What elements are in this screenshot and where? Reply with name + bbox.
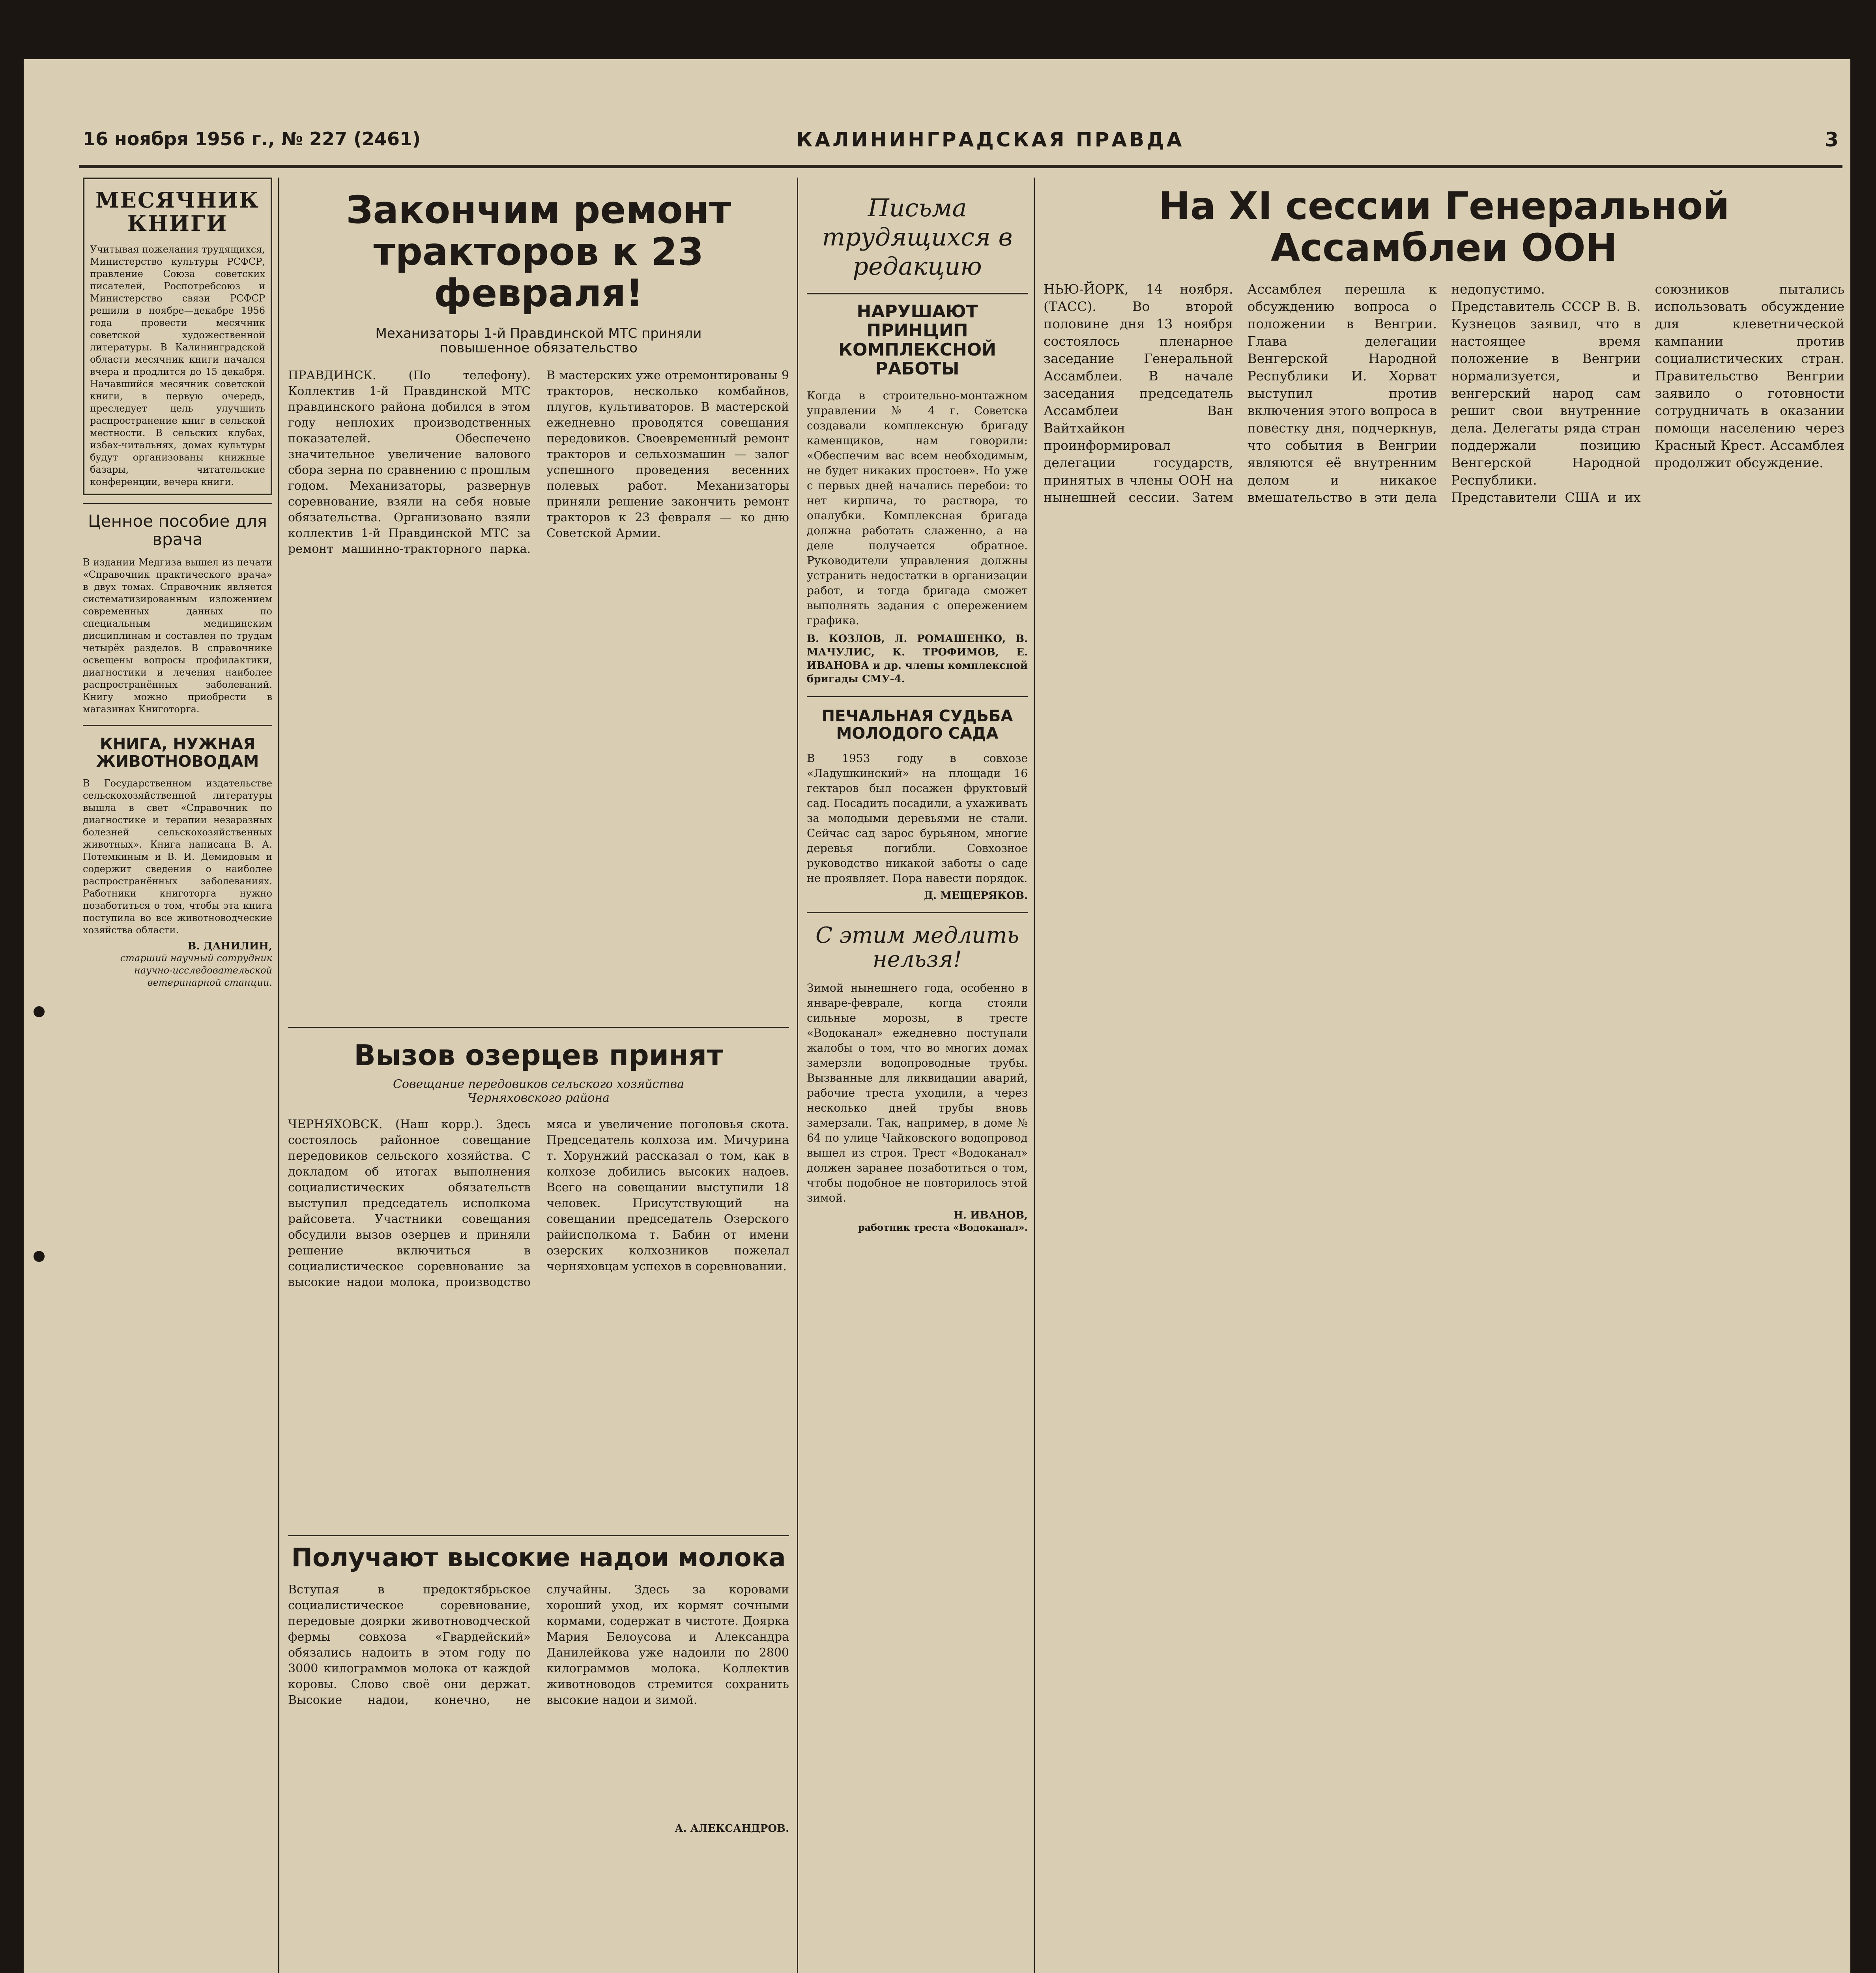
divider [288, 1535, 789, 1536]
binding-hole [34, 1251, 45, 1262]
medlit-signature: Н. ИВАНОВ, [953, 1209, 1028, 1221]
right-column [1044, 178, 1844, 1973]
medlit-signature-title: работник треста «Водоканал». [858, 1221, 1028, 1233]
left-column [83, 178, 272, 1973]
page-number: 3 [1825, 128, 1839, 151]
center-left-column [288, 178, 789, 1973]
letters-column [807, 178, 1028, 1973]
tractor-subhead: Механизаторы 1-й Правдинской МТС приняли повышенное обязательство [375, 325, 702, 356]
sad-headline: ПЕЧАЛЬНАЯ СУДЬБА МОЛОДОГО САДА [821, 707, 1013, 743]
posobie-title: Ценное пособие для врача [88, 511, 267, 549]
nadoi-signature: А. АЛЕКСАНДРОВ. [675, 1823, 789, 1835]
un-headline: На XI сессии Генеральной Ассамблеи ООН [1158, 184, 1730, 270]
divider [83, 725, 272, 726]
column-divider [278, 178, 279, 1973]
nadoi-headline: Получают высокие надои молока [291, 1543, 786, 1572]
column-divider [797, 178, 798, 1973]
nadoi-article: Вступая в предоктябрьское социалистическое соревнование, передовые доярки животноводческой фермы совхоза «Гвардейский» обязались надоить в этом году по 3000 килограммов молока от каждой коровы. Слово своё они держат. Высокие надои, конечно, не случайны. Здесь за коровами хороший уход, их кормят сочными кормами, содержат в чистоте. Доярка Мария Белоусова и Александра Данилейкова уже надоили по 2800 килограммов молока. Коллектив животноводов стремится сохранить высокие надои и зимой. [288, 1583, 789, 1707]
sad-signature: Д. МЕЩЕРЯКОВ. [924, 889, 1028, 902]
header-rule [79, 165, 1842, 168]
ozero-headline: Вызов озерцев принят [354, 1038, 723, 1072]
naruz-headline: НАРУШАЮТ ПРИНЦИП КОМПЛЕКСНОЙ РАБОТЫ [838, 301, 996, 379]
divider [807, 696, 1028, 697]
column-divider [1034, 178, 1035, 1973]
newspaper-name: КАЛИНИНГРАДСКАЯ ПРАВДА [796, 128, 1184, 151]
naruz-article: Когда в строительно-монтажном управлении № 4 г. Советска создавали комплексную бригаду каменщиков, нам говорили: «Обеспечим вас всем необходимым, не будет никаких простоев». Но уже с первых дней начались перебои: то нет кирпича, то раствора, то опалубки. Комплексная бригада должна работать слаженно, а на деле получается обратное. Руководители управления должны устранить недостатки в организации работ, и тогда бригада сможет выполнять задания с опережением графика. [807, 389, 1028, 627]
month-box [83, 178, 272, 495]
month-text: Учитывая пожелания трудящихся, Министерство культуры РСФСР, правление Союза советских писателей, Роспотребсоюз и Министерство связи РСФСР решили в ноябре—декабре 1956 года провести месячник советской художественной литературы. В Калининградской области месячник книги начался вчера и продлится до 15 декабря. Начавшийся месячник советской книги, в первую очередь, преследует цель улучшить распространение книг в сельской местности. В сельских клубах, избах-читальнях, домах культуры будут организованы книжные базары, читательские конференции, вечера книги. [90, 243, 265, 487]
kniga-title: КНИГА, НУЖНАЯ ЖИВОТНОВОДАМ [96, 735, 259, 771]
naruz-signature: В. КОЗЛОВ, Л. РОМАШЕНКО, В. МАЧУЛИС, К. ТРОФИМОВ, Е. ИВАНОВА и др. члены комплексной бригады СМУ-4. [807, 633, 1028, 685]
ozero-article: ЧЕРНЯХОВСК. (Наш корр.). Здесь состоялось районное совещание передовиков сельского хозяйства. С докладом об итогах выполнения социалистических обязательств выступил председатель исполкома райсовета. Участники совещания обсудили вызов озерцев и приняли решение включиться в социалистическое соревнование за высокие надои молока, производство мяса и увеличение поголовья скота. Председатель колхоза им. Мичурина т. Хорунжий рассказал о том, как в колхозе добились высоких надоев. Всего на совещании выступили 18 человек. Присутствующий на совещании председатель Озерского райисполкома т. Бабин от имени озерских колхозников пожелал черняховцам успехов в соревновании. [288, 1117, 789, 1289]
divider [807, 912, 1028, 913]
divider [807, 293, 1028, 294]
binding-hole [34, 1006, 45, 1017]
divider [83, 503, 272, 504]
ozero-subhead: Совещание передовиков сельского хозяйства Черняховского района [393, 1077, 685, 1105]
issue-date: 16 ноября 1956 г., № 227 (2461) [83, 128, 421, 150]
posobie-text: В издании Медгиза вышел из печати «Справочник практического врача» в двух томах. Справочник является систематизированным изложением современных данных по специальным медицинским дисциплинам и составлен по трудам четырёх разделов. В справочнике освещены вопросы профилактики, диагностики и лечения наиболее распространённых заболеваний. Книгу можно приобрести в магазинах Книготорга. [83, 557, 272, 715]
letters-rubric: Письма трудящихся в редакцию [822, 193, 1013, 281]
tractor-article: ПРАВДИНСК. (По телефону). Коллектив 1-й Правдинской МТС правдинского района добился в этом году неплохих производственных показателей. Обеспечено значительное увеличение валового сбора зерна по сравнению с прошлым годом. Механизаторы, развернув соревнование, взяли на себя новые обязательства. Организовано взяли коллектив 1-й Правдинской МТС за ремонт машинно-тракторного парка. В мастерских уже отремонтированы 9 тракторов, несколько комбайнов, плугов, культиваторов. В мастерской ежедневно проводятся совещания передовиков. Своевременный ремонт тракторов и сельхозмашин — залог успешного проведения весенних полевых работ. Механизаторы приняли решение закончить ремонт тракторов к 23 февраля — ко дню Советской Армии. [288, 368, 789, 556]
kniga-text: В Государственном издательстве сельскохозяйственной литературы вышла в свет «Справочник по диагностике и терапии незаразных болезней сельскохозяйственных животных». Книга написана В. А. Потемкиным и В. И. Демидовым и содержит сведения о наиболее распространённых заболеваниях. Работники книготорга нужно позаботиться о том, чтобы эта книга поступила во все животноводческие хозяйства области. [83, 778, 272, 936]
medlit-headline: С этим медлить нельзя! [815, 922, 1019, 973]
un-article: НЬЮ-ЙОРК, 14 ноября. (ТАСС). Во второй половине дня 13 ноября состоялось пленарное заседание Генеральной Ассамблеи. В начале заседания председатель Ассамблеи Ван Вайтхайкон проинформировал делегации государств, принятых в члены ООН на нынешней сессии. Затем Ассамблея перешла к обсуждению вопроса о положении в Венгрии. Глава делегации Венгерской Народной Республики И. Хорват выступил против включения этого вопроса в повестку дня, подчеркнув, что события в Венгрии являются её внутренним делом и никакое вмешательство в эти дела недопустимо. Представитель СССР В. В. Кузнецов заявил, что в настоящее время положение в Венгрии нормализуется, и венгерский народ сам решит свои внутренние дела. Делегаты ряда стран поддержали позицию Венгерской Народной Республики. Представители США и их союзников пытались использовать обсуждение для клеветнической кампании против социалистических стран. Правительство Венгрии заявило о готовности сотрудничать в оказании помощи населению через Красный Крест. Ассамблея продолжит обсуждение. [1044, 281, 1844, 505]
divider [288, 1027, 789, 1028]
month-title: МЕСЯЧНИК КНИГИ [95, 187, 260, 236]
sad-article: В 1953 году в совхозе «Ладушкинский» на площади 16 гектаров был посажен фруктовый сад. Посадить посадили, а ухаживать за молодыми деревьями не стали. Сейчас сад зарос бурьяном, многие деревья погибли. Совхозное руководство никакой заботы о саде не проявляет. Пора навести порядок. [807, 751, 1028, 885]
page-header [83, 128, 1839, 164]
newspaper-page [24, 59, 1850, 1973]
medlit-article: Зимой нынешнего года, особенно в январе-феврале, когда стояли сильные морозы, в тресте «Водоканал» ежедневно поступали жалобы о том, что во многих домах замерзли водопроводные трубы. Вызванные для ликвидации аварий, рабочие треста уходили, а через несколько дней трубы вновь замерзали. Так, например, в доме № 64 по улице Чайковского водопровод вышел из строя. Трест «Водоканал» должен заранее позаботиться о том, чтобы подобное не повторилось этой зимой. [807, 981, 1028, 1204]
tractor-headline: Закончим ремонт тракторов к 23 февраля! [346, 188, 731, 316]
kniga-signature-title: старший научный сотрудник научно-исследовательской ветеринарной станции. [120, 953, 272, 988]
kniga-signature: В. ДАНИЛИН, [187, 940, 272, 953]
